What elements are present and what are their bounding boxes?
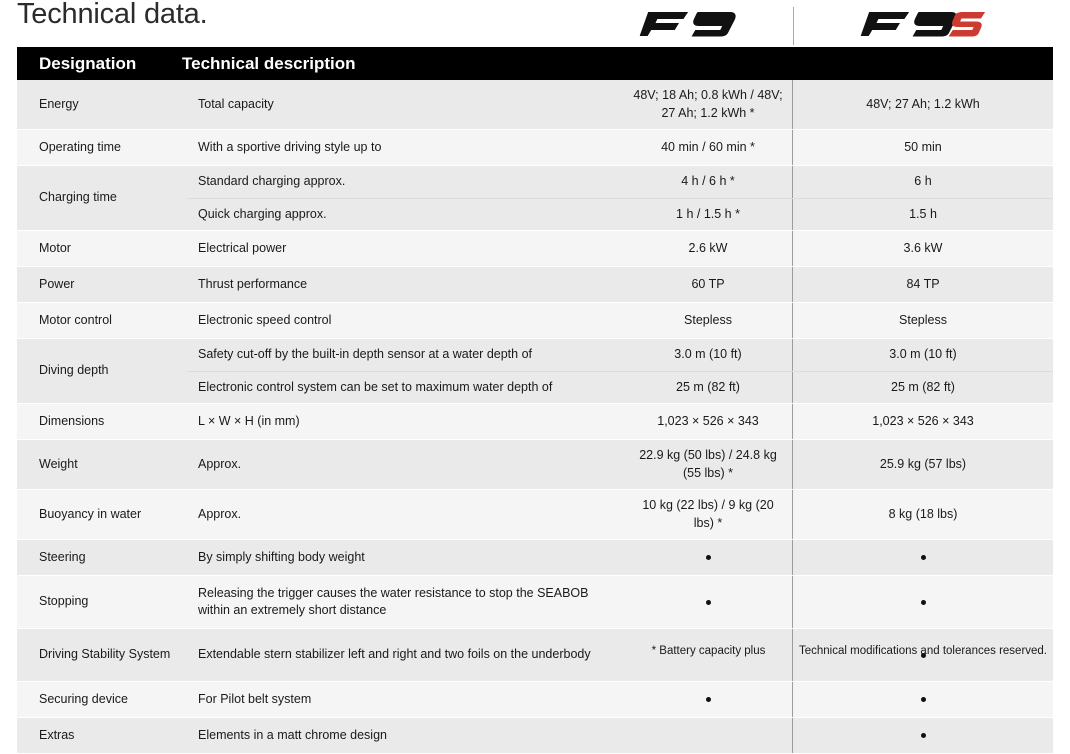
bullet-icon: [793, 682, 1053, 717]
row-body: [187, 339, 1053, 403]
table-row: [17, 130, 1053, 166]
table-footnotes: [17, 645, 1053, 657]
table-row: [17, 166, 1053, 231]
row-designation: Charging time: [39, 190, 117, 205]
value-f9s: 1.5 h: [909, 206, 937, 221]
value-f9: 60 TP: [624, 267, 793, 302]
row-description: Electrical power: [198, 240, 287, 255]
row-line: [187, 166, 1053, 198]
value-f9: 48V; 18 Ah; 0.8 kWh / 48V; 27 Ah; 1.2 kWh *: [624, 80, 793, 129]
row-line: [187, 231, 1053, 266]
row-description: By simply shifting body weight: [198, 549, 365, 564]
value-f9: [624, 718, 793, 753]
row-description: Releasing the trigger causes the water resistance to stop the SEABOB within an extremely short distance: [198, 585, 589, 617]
logo-divider: [793, 7, 794, 45]
table-row: [17, 490, 1053, 540]
row-body: [187, 440, 1053, 489]
product-logo-f9: [598, 8, 779, 38]
value-f9s: 8 kg (18 lbs): [888, 506, 958, 521]
table-header-row: [17, 47, 1053, 80]
value-f9: Stepless: [624, 303, 793, 338]
row-description: L × W × H (in mm): [198, 413, 300, 428]
row-designation: Diving depth: [39, 363, 109, 378]
bullet-icon: [793, 540, 1053, 575]
table-row: [17, 440, 1053, 490]
value-f9: 40 min / 60 min *: [624, 130, 793, 165]
row-description: For Pilot belt system: [198, 691, 312, 706]
table-row: [17, 540, 1053, 576]
row-line: [187, 490, 1053, 539]
value-f9s: 50 min: [904, 139, 942, 154]
value-f9: 2.6 kW: [624, 231, 793, 266]
row-line: [187, 198, 1053, 231]
bullet-icon-dot: [706, 600, 711, 605]
value-f9: 4 h / 6 h *: [624, 166, 793, 198]
bullet-icon: [793, 718, 1053, 753]
row-body: [187, 267, 1053, 302]
row-line: [187, 576, 1053, 628]
table-row: [17, 682, 1053, 718]
row-description: Standard charging approx.: [198, 174, 346, 188]
row-body: [187, 166, 1053, 230]
bullet-icon: [624, 682, 793, 717]
row-body: [187, 80, 1053, 129]
column-header-designation: Designation: [39, 53, 137, 73]
row-line: [187, 303, 1053, 338]
row-designation: Operating time: [39, 139, 121, 154]
row-designation: Motor control: [39, 312, 112, 327]
row-designation: Driving Stability System: [39, 647, 171, 662]
bullet-icon: [624, 540, 793, 575]
value-f9s: 48V; 27 Ah; 1.2 kWh: [866, 96, 980, 111]
row-description: Quick charging approx.: [198, 206, 327, 221]
row-designation: Dimensions: [39, 413, 105, 428]
row-body: [187, 682, 1053, 717]
value-f9: 22.9 kg (50 lbs) / 24.8 kg (55 lbs) *: [624, 440, 793, 489]
value-f9s: 25.9 kg (57 lbs): [879, 456, 967, 471]
value-f9s: 3.0 m (10 ft): [889, 347, 957, 361]
row-description: Electronic speed control: [198, 312, 332, 327]
row-line: [187, 339, 1053, 371]
row-line: [187, 371, 1053, 404]
footnote-spacer: [17, 645, 624, 657]
table-row: [17, 231, 1053, 267]
row-body: [187, 231, 1053, 266]
table-row: [17, 303, 1053, 339]
footnote-battery-capacity: * Battery capacity plus: [651, 645, 766, 657]
row-line: [187, 130, 1053, 165]
row-line: [187, 718, 1053, 753]
page-header: [0, 0, 1070, 45]
row-designation: Weight: [39, 456, 78, 471]
row-designation: Motor: [39, 240, 71, 255]
bullet-icon: [624, 576, 793, 628]
row-line: [187, 80, 1053, 129]
row-body: [187, 303, 1053, 338]
bullet-icon-dot: [706, 697, 711, 702]
bullet-icon-dot: [706, 555, 711, 560]
table-row: [17, 576, 1053, 629]
value-f9: 3.0 m (10 ft): [624, 339, 793, 371]
value-f9s: 84 TP: [906, 276, 940, 291]
row-description: Approx.: [198, 456, 242, 471]
value-f9s: 3.6 kW: [903, 240, 943, 255]
product-logo-f9s: [808, 8, 1036, 38]
row-description: Thrust performance: [198, 276, 308, 291]
table-row: [17, 718, 1053, 754]
row-line: [187, 440, 1053, 489]
column-header-description: Technical description: [182, 53, 356, 73]
value-f9: 10 kg (22 lbs) / 9 kg (20 lbs) *: [624, 490, 793, 539]
value-f9s: 25 m (82 ft): [891, 379, 955, 394]
bullet-icon: [793, 576, 1053, 628]
row-body: [187, 130, 1053, 165]
value-f9s: 1,023 × 526 × 343: [872, 413, 974, 428]
table-row: [17, 339, 1053, 404]
row-body: [187, 576, 1053, 628]
bullet-icon-dot: [921, 733, 926, 738]
row-line: [187, 540, 1053, 575]
row-line: [187, 267, 1053, 302]
row-designation: Steering: [39, 549, 86, 564]
row-description: Safety cut-off by the built-in depth sensor at a water depth of: [198, 347, 532, 361]
table-row: [17, 267, 1053, 303]
row-line: [187, 682, 1053, 717]
row-designation: Stopping: [39, 594, 89, 609]
row-description: Total capacity: [198, 96, 274, 111]
row-line: [187, 404, 1053, 439]
row-description: Electronic control system can be set to maximum water depth of: [198, 379, 553, 394]
bullet-icon-dot: [921, 600, 926, 605]
row-description: Extendable stern stabilizer left and right and two foils on the underbody: [198, 647, 591, 662]
row-body: [187, 404, 1053, 439]
table-row: [17, 80, 1053, 130]
row-body: [187, 490, 1053, 539]
bullet-icon-dot: [921, 555, 926, 560]
value-f9: 1 h / 1.5 h *: [624, 199, 793, 231]
value-f9s: 6 h: [914, 174, 932, 188]
row-designation: Power: [39, 276, 75, 291]
value-f9: 25 m (82 ft): [624, 372, 793, 404]
row-designation: Buoyancy in water: [39, 506, 142, 521]
row-designation: Securing device: [39, 691, 128, 706]
row-body: [187, 540, 1053, 575]
table-row: [17, 404, 1053, 440]
row-description: With a sportive driving style up to: [198, 139, 382, 154]
page-title: Technical data.: [17, 0, 208, 30]
row-description: Elements in a matt chrome design: [198, 727, 387, 742]
value-f9: 1,023 × 526 × 343: [624, 404, 793, 439]
value-f9s: Stepless: [899, 312, 947, 327]
row-description: Approx.: [198, 506, 242, 521]
bullet-icon-dot: [921, 697, 926, 702]
row-body: [187, 718, 1053, 753]
row-designation: Extras: [39, 727, 75, 742]
row-designation: Energy: [39, 96, 79, 111]
footnote-modifications: Technical modifications and tolerances reserved.: [798, 645, 1048, 657]
